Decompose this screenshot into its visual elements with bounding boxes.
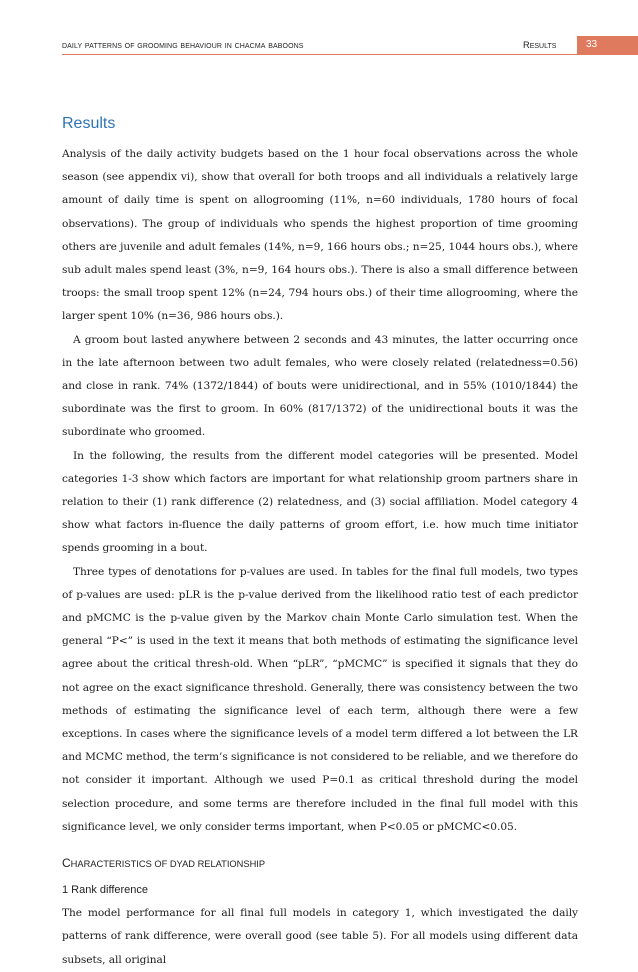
paragraph-2: A groom bout lasted anywhere between 2 seconds and 43 minutes, the latter occurring once in the late afternoon between two adult females, who were closely related (relatedness=0.56) and close in rank. 74% (1372/1844) of bouts were unidirectional, and in 55% (1010/1844) the subordinate was the first to groom. In 60% (817/1372) of the unidirectional bouts it was the subordinate who groomed. xyxy=(62,333,578,439)
paragraph-1: Analysis of the daily activity budgets based on the 1 hour focal observations across the whole season (see appendix vi), show that overall for both troops and all individuals a relatively large amount of daily time is spent on allogrooming (11%, n=60 individuals, 1780 hours of focal observations). The group of individuals who spends the highest proportion of time grooming others are juvenile and adult females (14%, n=9, 166 hours obs.; n=25, 1044 hours obs.), where sub adult males spend least (3%, n=9, 164 hours obs.). There is also a small difference between troops: the small troop spent 12% (n=24, 794 hours obs.) of their time allogrooming, where the larger spent 10% (n=36, 986 hours obs.). xyxy=(62,148,578,323)
paragraph-3: In the following, the results from the different model categories will be presented. Model categories 1-3 show which factors are important for what relationship groom partners share in relation to their (1) rank difference (2) relatedness, and (3) social affiliation. Model category 4 show what factors in-fluence the daily patterns of groom effort, i.e. how much time initiator spends grooming in a bout. xyxy=(62,449,578,555)
subsection-heading-initial: C xyxy=(62,856,71,871)
running-section-text: Results xyxy=(523,40,557,50)
paragraph-4: Three types of denotations for p-values are used. In tables for the final full models, two types of p-values are used: pLR is the p-value derived from the likelihood ratio test of each predictor and pMCMC is the p-value given by the Markov chain Monte Carlo simulation test. When the general “P<” is used in the text it means that both methods of estimating the significance level agree about the critical thresh-old. When “pLR”, “pMCMC” is specified it signals that they do not agree on the exact significance threshold. Generally, there was consistency between the two methods of estimating the significance level of each term, although there were a few exceptions. In cases where the significance levels of a model term differed a lot between the LR and MCMC method, the term’s significance is not considered to be reliable, and we therefore do not consider it important. Although we used P=0.1 as critical threshold during the model selection procedure, and some terms are therefore included in the final full model with this significance level, we only consider terms important, when P<0.05 or pMCMC<0.05. xyxy=(62,565,578,833)
running-title xyxy=(62,40,304,50)
running-section xyxy=(523,40,556,50)
page-number: 33 xyxy=(577,36,638,54)
page-body xyxy=(62,109,578,972)
running-title-text: daily patterns of grooming behaviour in chacma baboons xyxy=(62,40,304,50)
paragraph-5: The model performance for all final full models in category 1, which investigated the daily patterns of rank difference, were overall good (see table 5). For all models using different data subsets, all original xyxy=(62,907,578,966)
section-title: Results xyxy=(62,115,116,132)
header-rule xyxy=(62,54,638,55)
running-header xyxy=(0,0,638,60)
subsection-heading xyxy=(62,853,578,874)
subsubsection-heading: 1 Rank difference xyxy=(62,884,149,897)
subsection-heading-rest: HARACTERISTICS OF DYAD RELATIONSHIP xyxy=(70,859,266,870)
